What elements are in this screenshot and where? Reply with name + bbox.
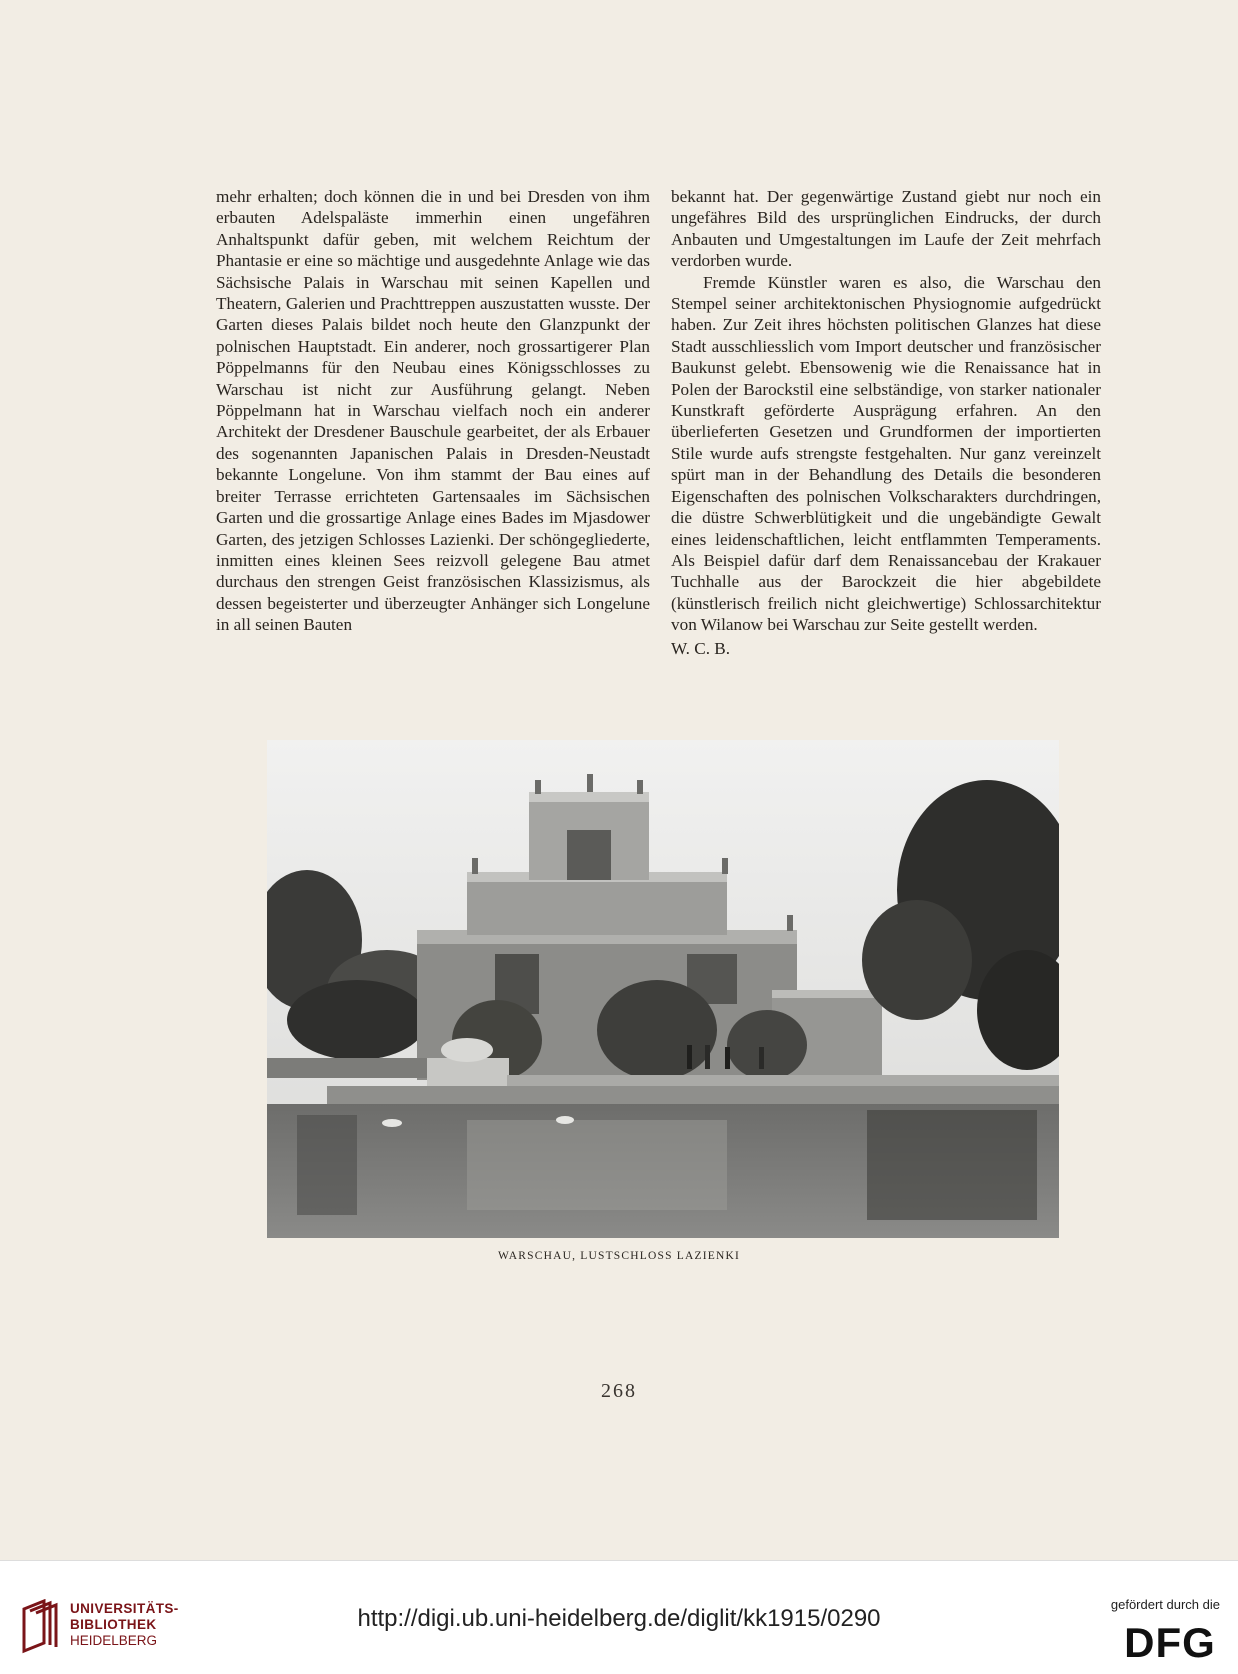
photo-caption: WARSCHAU, LUSTSCHLOSS LAZIENKI bbox=[497, 1250, 741, 1262]
right-paragraph-1: bekannt hat. Der gegenwärtige Zustand giebt nur noch ein ungefähres Bild des ursprünglichen Eindrucks, der durch Anbauten und Umgestaltungen im Laufe der Zeit mehrfach verdorben wurde. bbox=[671, 187, 1101, 271]
author-signature: W. C. B. bbox=[671, 638, 731, 658]
library-line-3: HEIDELBERG bbox=[70, 1633, 158, 1648]
left-paragraph-1: mehr erhalten; doch können die in und bei Dresden von ihm erbauten Adelspaläste immerhin einen ungefähren Anhaltspunkt dafür geben, mit welchem Reichtum der Phantasie er eine so mächtige und ausgedehnte Anlage wie das Sächsische Palais in Warschau mit seinen Kapellen und Theatern, Galerien und Prachttreppen auszustatten wusste. Der Garten dieses Palais bildet noch heute den Glanzpunkt der polnischen Hauptstadt. Ein anderer, noch grossartigerer Plan Pöppelmanns für den Neubau eines Königsschlosses zu Warschau ist nicht zur Ausführung gelangt. Neben Pöppelmann hat in Warschau vielfach noch ein anderer Architekt der Dresdener Bauschule gearbeitet, der als Erbauer des sogenannten Japanischen Palais in Dresden-Neustadt bekannte Longelune. Von ihm stammt der Bau eines auf breiter Terrasse errichteten Gartensaales im Sächsischen Garten und die grossartige Anlage eines Bades im Mjasdower Garten, des jetzigen Schlosses Lazienki. Der schöngegliederte, inmitten eines kleinen Sees reizvoll gelegene Bau atmet durchaus den strengen Geist französischen Klassizismus, als dessen begeisterter und überzeugter Anhänger sich Longelune in all seinen Bauten bbox=[216, 187, 650, 635]
left-text-column bbox=[216, 186, 650, 636]
dfg-logo-mark bbox=[1120, 1619, 1220, 1663]
page-number: 268 bbox=[601, 1380, 637, 1402]
digitization-footer bbox=[0, 1560, 1238, 1674]
dfg-logo[interactable] bbox=[1120, 1619, 1220, 1667]
right-paragraph-2: Fremde Künstler waren es also, die Warschau den Stempel seiner architektonischen Physiognomie aufgedrückt haben. Zur Zeit ihres höchsten politischen Glanzes hat diese Stadt ausschliesslich vom Import deutscher und französischer Baukunst gelebt. Ebensowenig wie die Renaissance hat in Polen der Barockstil eine selbständige, von starker nationaler Kunstkraft geförderte Ausprägung erfahren. An den überlieferten Gesetzen und Grundformen der importierten Stile wurde aufs strengste festgehalten. Nur ganz vereinzelt spürt man in der Behandlung des Details die besonderen Eigenschaften des polnischen Volkscharakters durchdringen, die düstre Schwerblütigkeit und die ungebändigte Gewalt eines leidenschaftlichen, leicht entflammten Temperaments. Als Beispiel dafür darf dem Renaissancebau der Krakauer Tuchhalle aus der Barockzeit die hier abgebildete (künstlerisch freilich nicht gleichwertige) Schlossarchitektur von Wilanow bei Warschau zur Seite gestellt werden. bbox=[671, 272, 1101, 635]
library-line-1: UNIVERSITÄTS- bbox=[70, 1601, 179, 1616]
permalink-url[interactable]: http://digi.ub.uni-heidelberg.de/diglit/kk1915/0290 bbox=[357, 1605, 881, 1632]
dfg-logo-text: DFG bbox=[1124, 1619, 1216, 1663]
palace-photograph bbox=[267, 740, 1059, 1238]
funding-label: gefördert durch die bbox=[1110, 1597, 1220, 1612]
library-line-2: BIBLIOTHEK bbox=[70, 1617, 157, 1632]
right-text-column bbox=[671, 186, 1101, 659]
photo-illustration bbox=[267, 740, 1059, 1238]
